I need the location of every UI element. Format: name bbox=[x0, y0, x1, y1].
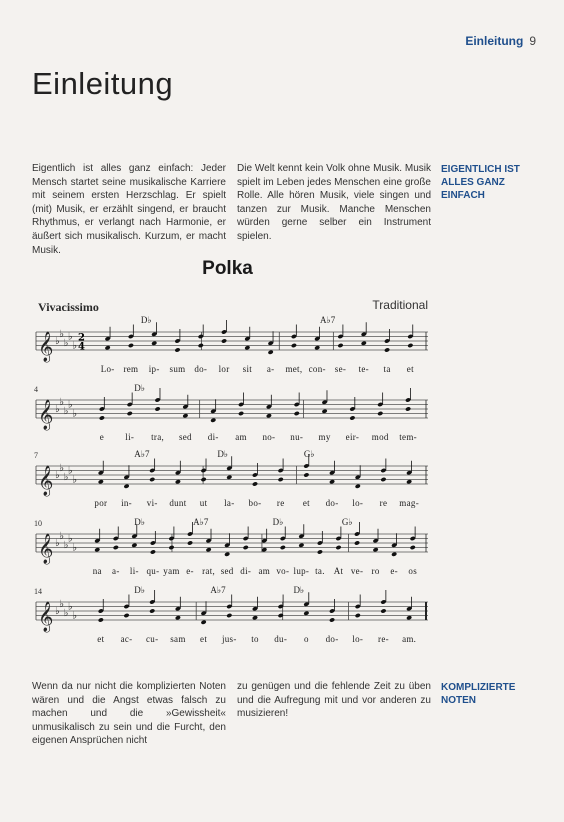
note-head bbox=[303, 611, 309, 616]
note-head bbox=[406, 615, 412, 620]
note-head bbox=[187, 540, 193, 545]
note-head bbox=[252, 615, 258, 620]
lyric-syllable: lor bbox=[218, 364, 230, 374]
chord-symbol: D♭ bbox=[134, 517, 146, 527]
chord-symbol: D♭ bbox=[134, 383, 146, 393]
lyric-syllable: lo- bbox=[352, 634, 364, 644]
lyric-syllable: vo- bbox=[276, 566, 290, 576]
lyric-syllable: di- bbox=[240, 566, 252, 576]
note-head bbox=[149, 477, 155, 482]
lyric-syllable: At bbox=[333, 566, 344, 576]
note-head bbox=[355, 613, 361, 618]
lyric-syllable: la- bbox=[224, 498, 235, 508]
lyric-syllable: Lo- bbox=[100, 364, 115, 374]
lyric-syllable: bo- bbox=[248, 498, 262, 508]
chord-symbol: D♭ bbox=[272, 517, 284, 527]
note-head bbox=[384, 347, 390, 352]
note-head bbox=[175, 615, 181, 620]
flat-sign-icon: ♭ bbox=[67, 399, 73, 411]
note-head bbox=[226, 613, 232, 618]
note-head bbox=[303, 472, 309, 477]
lyric-syllable: cu- bbox=[146, 634, 159, 644]
running-head-section: Einleitung bbox=[465, 34, 524, 48]
note-head bbox=[128, 343, 134, 348]
chord-symbol: A♭7 bbox=[319, 315, 336, 325]
lyric-syllable: na bbox=[92, 566, 102, 576]
measure-number: 4 bbox=[34, 385, 38, 394]
chord-symbol: A♭7 bbox=[134, 449, 150, 459]
margin-note-intro: EIGENTLICH IST ALLES GANZ EINFACH bbox=[441, 164, 520, 201]
note-head bbox=[294, 411, 300, 416]
lyric-syllable: sit bbox=[242, 364, 253, 374]
note-head bbox=[168, 545, 174, 550]
flat-sign-icon: ♭ bbox=[72, 474, 77, 486]
page-number: 9 bbox=[529, 34, 536, 48]
note-head bbox=[317, 549, 323, 554]
lyric-syllable: por bbox=[94, 498, 108, 508]
flat-sign-icon: ♭ bbox=[63, 540, 69, 551]
chord-symbol: D♭ bbox=[134, 585, 146, 595]
flat-sign-icon: ♭ bbox=[72, 542, 77, 554]
note-head bbox=[123, 613, 129, 618]
note-head bbox=[99, 415, 105, 420]
outro-paragraph-1: Wenn da nur nicht die komplizierten Noten wären und die Angst etwas falsch zu machen und die »Gewissheit« unmusikalisch zu sein und die Furcht, den eigenen Ansprüchen nicht bbox=[32, 681, 226, 747]
lyric-syllable: ve- bbox=[350, 566, 364, 576]
chord-symbol: D♭ bbox=[140, 315, 152, 325]
note-head bbox=[127, 411, 133, 416]
flat-sign-icon: ♭ bbox=[63, 472, 69, 483]
treble-clef-icon: 𝄞 bbox=[38, 466, 54, 496]
note-head bbox=[151, 341, 157, 346]
note-head bbox=[238, 411, 244, 416]
note-head bbox=[407, 343, 413, 348]
lyric-syllable: con- bbox=[308, 364, 326, 374]
note-head bbox=[329, 617, 335, 622]
lyric-syllable: jus- bbox=[221, 634, 237, 644]
note-head bbox=[154, 406, 160, 411]
lyric-syllable: se- bbox=[334, 364, 347, 374]
flat-sign-icon: ♭ bbox=[72, 340, 77, 352]
note-head bbox=[224, 552, 230, 557]
lyric-syllable: nu- bbox=[290, 432, 304, 442]
note-head bbox=[337, 343, 343, 348]
note-head bbox=[201, 477, 207, 482]
note-head bbox=[210, 418, 216, 423]
chord-symbol: D♭ bbox=[217, 449, 229, 459]
note-head bbox=[123, 484, 129, 489]
lyric-syllable: et bbox=[97, 634, 105, 644]
note-head bbox=[354, 540, 360, 545]
note-head bbox=[206, 547, 212, 552]
chord-symbol: A♭7 bbox=[210, 585, 226, 595]
lyric-syllable: sum bbox=[169, 364, 186, 374]
note-head bbox=[329, 479, 335, 484]
outro-paragraph-2: zu genügen und die fehlende Zeit zu üben und die Aufregung mit und vor anderen zu musizieren! bbox=[237, 681, 431, 720]
flat-sign-icon: ♭ bbox=[59, 397, 65, 408]
chord-symbol: G♭ bbox=[341, 517, 353, 527]
treble-clef-icon: 𝄞 bbox=[38, 602, 54, 632]
chord-symbol: A♭7 bbox=[193, 517, 209, 527]
lyric-syllable: tem- bbox=[399, 432, 417, 442]
lyric-syllable: ut bbox=[199, 498, 208, 508]
measure-number: 10 bbox=[34, 519, 42, 528]
intro-paragraph-2: Die Welt kennt kein Volk ohne Musik. Musik spielt im Leben jedes Menschen eine große Rolle. Alle hören Musik, viele singen und tanzen zur Musik. Manche Menschen würden gerne selber ein Instrument spielen. bbox=[237, 163, 431, 242]
note-head bbox=[291, 343, 297, 348]
lyric-syllable: re bbox=[379, 498, 388, 508]
lyric-syllable: ip- bbox=[148, 364, 160, 374]
chord-symbol: D♭ bbox=[293, 585, 305, 595]
lyric-syllable: et bbox=[406, 364, 414, 374]
flat-sign-icon: ♭ bbox=[59, 531, 65, 542]
lyric-syllable: yam bbox=[163, 566, 180, 576]
lyric-syllable: sed bbox=[178, 432, 192, 442]
flat-sign-icon: ♭ bbox=[55, 605, 60, 617]
note-head bbox=[105, 345, 111, 350]
note-head bbox=[150, 549, 156, 554]
note-head bbox=[355, 484, 361, 489]
lyric-syllable: mod bbox=[371, 432, 389, 442]
lyric-syllable: o bbox=[303, 634, 309, 644]
lyric-syllable: ro bbox=[371, 566, 380, 576]
note-head bbox=[149, 608, 155, 613]
lyric-syllable: a- bbox=[112, 566, 120, 576]
note-head bbox=[298, 543, 304, 548]
note-head bbox=[377, 411, 383, 416]
lyric-syllable: qu- bbox=[146, 566, 160, 576]
lyric-syllable: ta. bbox=[315, 566, 325, 576]
lyric-syllable: et bbox=[200, 634, 208, 644]
flat-sign-icon: ♭ bbox=[55, 335, 60, 347]
note-head bbox=[278, 477, 284, 482]
note-head bbox=[380, 608, 386, 613]
lyric-syllable: re bbox=[276, 498, 285, 508]
flat-sign-icon: ♭ bbox=[63, 608, 69, 619]
lyric-syllable: am. bbox=[402, 634, 417, 644]
note-head bbox=[182, 413, 188, 418]
lyric-syllable: sed bbox=[220, 566, 234, 576]
note-head bbox=[321, 409, 327, 414]
lyric-syllable: vi- bbox=[146, 498, 158, 508]
note-head bbox=[98, 479, 104, 484]
note-head bbox=[280, 545, 286, 550]
lyric-syllable: rem bbox=[123, 364, 139, 374]
intro-paragraph-1: Eigentlich ist alles ganz einfach: Jeder Mensch startet seine musikalische Karriere mit seinem ersten Herzschlag. Er spielt (mit) Musik, er erzählt singend, er braucht Rhythmus, er verlangt nach Harmonie, er äußert sich musikalisch. Kurzum, er macht Musik. bbox=[32, 163, 226, 256]
note-head bbox=[406, 479, 412, 484]
note-head bbox=[410, 545, 416, 550]
lyric-syllable: et bbox=[302, 498, 310, 508]
lyric-syllable: lup- bbox=[293, 566, 310, 576]
lyric-syllable: met, bbox=[285, 364, 303, 374]
note-head bbox=[268, 350, 274, 355]
lyric-syllable: am bbox=[235, 432, 247, 442]
chord-symbol: G♭ bbox=[303, 449, 315, 459]
lyric-syllable: e bbox=[99, 432, 105, 442]
note-head bbox=[349, 415, 355, 420]
lyric-syllable: li- bbox=[129, 566, 139, 576]
time-signature: 2 bbox=[78, 332, 85, 344]
lyric-syllable: mag- bbox=[399, 498, 420, 508]
note-head bbox=[131, 543, 137, 548]
flat-sign-icon: ♭ bbox=[63, 406, 69, 417]
note-head bbox=[266, 413, 272, 418]
flat-sign-icon: ♭ bbox=[59, 463, 65, 474]
flat-sign-icon: ♭ bbox=[72, 408, 77, 420]
lyric-syllable: in- bbox=[121, 498, 132, 508]
lyric-syllable: rat, bbox=[202, 566, 216, 576]
note-head bbox=[314, 345, 320, 350]
note-head bbox=[391, 552, 397, 557]
note-head bbox=[94, 547, 100, 552]
lyric-syllable: te- bbox=[358, 364, 369, 374]
flat-sign-icon: ♭ bbox=[59, 329, 65, 340]
lyric-syllable: sam bbox=[170, 634, 186, 644]
flat-sign-icon: ♭ bbox=[67, 465, 73, 477]
flat-sign-icon: ♭ bbox=[59, 599, 65, 610]
lyric-syllable: re- bbox=[378, 634, 389, 644]
flat-sign-icon: ♭ bbox=[67, 601, 73, 613]
lyric-syllable: ac- bbox=[120, 634, 133, 644]
lyric-syllable: li- bbox=[125, 432, 135, 442]
lyric-syllable: tra, bbox=[151, 432, 165, 442]
chapter-title: Einleitung bbox=[32, 66, 174, 101]
treble-clef-icon: 𝄞 bbox=[38, 332, 54, 362]
song-title: Polka bbox=[202, 258, 253, 279]
note-head bbox=[335, 545, 341, 550]
lyric-syllable: os bbox=[408, 566, 418, 576]
treble-clef-icon: 𝄞 bbox=[38, 400, 54, 430]
flat-sign-icon: ♭ bbox=[67, 331, 73, 343]
flat-sign-icon: ♭ bbox=[67, 533, 73, 545]
flat-sign-icon: ♭ bbox=[55, 537, 60, 549]
lyric-syllable: lo- bbox=[352, 498, 364, 508]
note-head bbox=[198, 343, 204, 348]
measure-number: 14 bbox=[34, 587, 42, 596]
flat-sign-icon: ♭ bbox=[55, 469, 60, 481]
note-head bbox=[201, 620, 207, 625]
note-head bbox=[243, 545, 249, 550]
note-head bbox=[174, 347, 180, 352]
composer-credit: Traditional bbox=[372, 298, 428, 312]
note-head bbox=[175, 479, 181, 484]
note-head bbox=[252, 481, 258, 486]
time-signature: 4 bbox=[78, 341, 85, 353]
tempo-marking: Vivacissimo bbox=[38, 300, 99, 314]
lyric-syllable: a- bbox=[266, 364, 275, 374]
flat-sign-icon: ♭ bbox=[63, 338, 69, 349]
lyric-syllable: do- bbox=[325, 634, 339, 644]
note-head bbox=[113, 545, 119, 550]
lyric-syllable: do- bbox=[194, 364, 208, 374]
note-head bbox=[361, 341, 367, 346]
lyric-syllable: dunt bbox=[169, 498, 187, 508]
note-head bbox=[221, 338, 227, 343]
note-head bbox=[380, 477, 386, 482]
lyric-syllable: no- bbox=[262, 432, 276, 442]
flat-sign-icon: ♭ bbox=[55, 403, 60, 415]
note-head bbox=[405, 406, 411, 411]
treble-clef-icon: 𝄞 bbox=[38, 534, 54, 564]
measure-number: 7 bbox=[34, 451, 38, 460]
lyric-syllable: eir- bbox=[345, 432, 360, 442]
note-head bbox=[98, 617, 104, 622]
note-head bbox=[244, 345, 250, 350]
lyric-syllable: di- bbox=[207, 432, 219, 442]
lyric-syllable: du- bbox=[274, 634, 288, 644]
note-head bbox=[226, 475, 232, 480]
margin-note-outro: KOMPLIZIERTE NOTEN bbox=[441, 682, 516, 706]
lyric-syllable: am bbox=[258, 566, 271, 576]
lyric-syllable: e- bbox=[186, 566, 194, 576]
flat-sign-icon: ♭ bbox=[72, 610, 77, 622]
lyric-syllable: e- bbox=[390, 566, 398, 576]
lyric-syllable: ta bbox=[383, 364, 391, 374]
lyric-syllable: to bbox=[251, 634, 259, 644]
note-head bbox=[373, 547, 379, 552]
lyric-syllable: my bbox=[318, 432, 331, 442]
lyric-syllable: do- bbox=[325, 498, 339, 508]
